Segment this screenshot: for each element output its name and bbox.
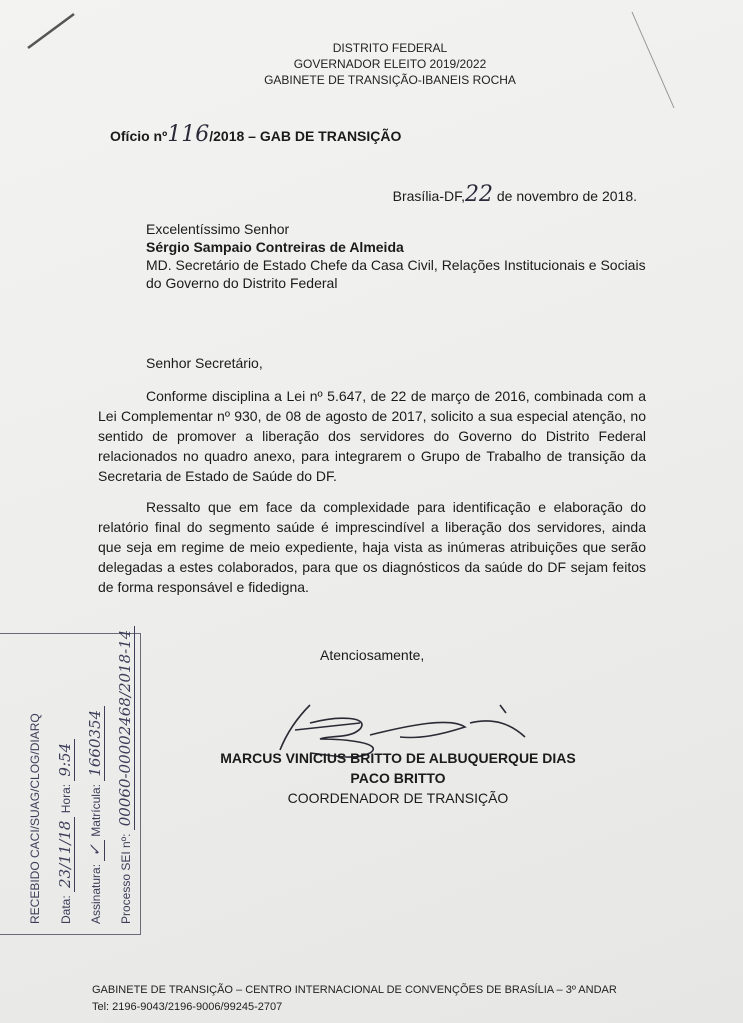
body-paragraph-2: Ressalto que em face da complexidade para identificação e elaboração do relatório final do segmento saúde é imprescindível a liberação dos servidores, ainda que seja em regime de meio expediente, haja vista as inúmeras atribuições que serão delegadas a estes colaborados, para que os diagnósticos da saúde do DF sejam feitos de forma responsável e fidedigna.: [98, 499, 646, 595]
stamp-date-row: [50, 644, 80, 924]
stamp-signature-mark: ✓: [86, 840, 105, 861]
salutation: Senhor Secretário,: [146, 355, 263, 371]
addressee: [146, 220, 646, 292]
oficio-number-handwritten: 116: [167, 122, 210, 147]
fold-line: [630, 10, 690, 110]
stamp-process-row: [110, 629, 140, 924]
stamp-process-value: 00060-00002468/2018-14: [116, 626, 135, 831]
addressee-name: Sérgio Sampaio Contreiras de Almeida: [146, 239, 404, 255]
stamp-date-value: 23/11/18: [56, 817, 75, 892]
stamp-title: RECEBIDO CACI/SUAG/CLOG/DIARQ: [28, 713, 42, 924]
footer: [92, 982, 617, 1016]
body-paragraph-1: Conforme disciplina a Lei nº 5.647, de 22 de março de 2016, combinada com a Lei Complementar nº 930, de 08 de agosto de 2017, solicito a sua especial atenção, no sentido de promover a liberação dos servidores do Governo do Distrito Federal relacionados no quadro anexo, para integrarem o Grupo de Trabalho de transição da Secretaria de Estado de Saúde do DF.: [98, 388, 646, 484]
received-stamp: [0, 629, 141, 935]
addressee-role: MD. Secretário de Estado Chefe da Casa Civil, Relações Institucionais e Sociais do Governo do Distrito Federal: [146, 257, 646, 291]
closing: Atenciosamente,: [320, 647, 425, 663]
stamp-matricula-value: 1660354: [86, 706, 105, 781]
date-prefix: Brasília-DF,: [392, 188, 465, 204]
stamp-matricula-label: Matrícula:: [89, 784, 103, 837]
stamp-hour-value: 9:54: [56, 739, 75, 781]
signer-nickname: PACO BRITTO: [350, 770, 446, 786]
oficio-heading: [110, 122, 401, 147]
addressee-greeting: Excelentíssimo Senhor: [146, 221, 290, 237]
signature-block: [200, 748, 596, 808]
stamp-process-label: Processo SEI nº:: [119, 833, 133, 924]
letterhead-line-2: GOVERNADOR ELEITO 2019/2022: [293, 57, 487, 71]
received-stamp-content: [20, 629, 140, 924]
letterhead-line-3: GABINETE DE TRANSIÇÃO-IBANEIS ROCHA: [264, 73, 516, 87]
footer-address: GABINETE DE TRANSIÇÃO – CENTRO INTERNACIONAL DE CONVENÇÕES DE BRASÍLIA – 3º ANDAR: [92, 984, 617, 996]
signer-title: COORDENADOR DE TRANSIÇÃO: [287, 790, 509, 806]
date-line: [393, 182, 637, 207]
stamp-date-label: Data:: [59, 895, 73, 924]
letterhead-line-1: DISTRITO FEDERAL: [332, 41, 448, 55]
date-suffix: de novembro de 2018.: [493, 188, 637, 204]
pen-mark: [22, 8, 82, 52]
footer-phone: Tel: 2196-9043/2196-9006/99245-2707: [92, 1001, 283, 1013]
signer-name: MARCUS VINICIUS BRITTO DE ALBUQUERQUE DIAS: [220, 750, 576, 766]
letterhead: [180, 40, 600, 88]
stamp-signature-row: [80, 644, 110, 924]
stamp-signature-label: Assinatura:: [89, 863, 103, 924]
oficio-prefix: Ofício nº: [110, 128, 168, 144]
oficio-suffix: /2018 – GAB DE TRANSIÇÃO: [209, 128, 402, 144]
stamp-hour-label: Hora:: [59, 783, 73, 814]
date-day-handwritten: 22: [465, 182, 493, 207]
